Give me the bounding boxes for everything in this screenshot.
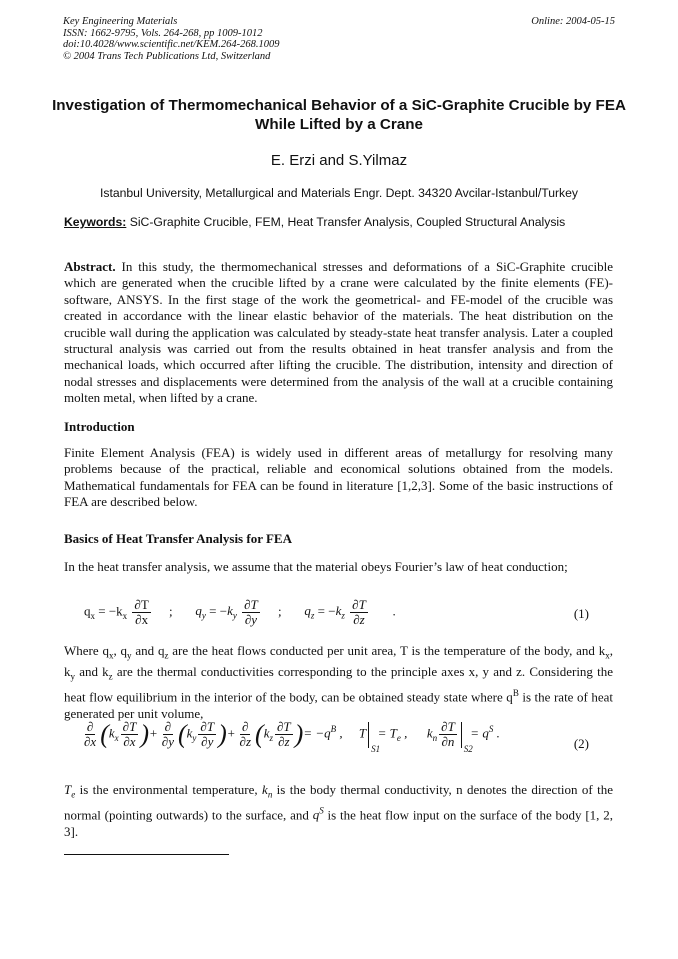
issn-line: ISSN: 1662-9795, Vols. 264-268, pp 1009-1012 — [63, 27, 263, 39]
keywords-label: Keywords: — [64, 215, 127, 229]
paper-title: Investigation of Thermomechanical Behavior of a SiC-Graphite Crucible by FEA While Lifted by a Crane — [52, 97, 626, 133]
doi-line: doi:10.4028/www.scientific.net/KEM.264-268.1009 — [63, 39, 280, 51]
basics-paragraph-1: In the heat transfer analysis, we assume that the material obeys Fourier’s law of heat conduction; — [64, 559, 568, 574]
keywords-text: SiC-Graphite Crucible, FEM, Heat Transfer Analysis, Coupled Structural Analysis — [126, 215, 566, 229]
basics-paragraph-2: Where $q_x$, $q_y$ and $q_z$ are the heat flows conducted per unit area, T is the temperature of the body, and $k_x$, $k_y$ and $k_z$ are the thermal conductivities corresponding to the principle axes x, y and z. Considering the heat flow equilibrium in the interior of the body, can be obtained steady state where $q^B$ is the rate of heat generated per unit volume, — [64, 643, 614, 721]
keywords-line — [64, 215, 565, 229]
equation-1-number: (1) — [573, 606, 589, 621]
abstract-label: Abstract. — [64, 259, 116, 274]
equation-1: $q_x = -k_x$ $\frac{\partial T}{\partial x}$ ; $q_y = -k_y$ $\frac{\partial T}{\partial y}$ ; $q_z = -k_z$ $\frac{\partial T}{\partial z}$ . (1) — [84, 597, 589, 627]
journal-name: Key Engineering Materials — [63, 16, 178, 27]
introduction-heading: Introduction — [64, 419, 135, 434]
paper-authors: E. Erzi and S.Yilmaz — [270, 152, 408, 169]
abstract-paragraph — [64, 259, 613, 407]
basics-heading: Basics of Heat Transfer Analysis for FEA — [64, 531, 292, 546]
copyright-line: © 2004 Trans Tech Publications Ltd, Switzerland — [63, 50, 271, 62]
abstract-text: In this study, the thermomechanical stresses and deformations of a SiC-Graphite crucible which are generated when the crucible lifted by a crane were calculated by the finite elements (FE)-software, ANSYS. In the first stage of the work the geometrical- and FE-model of the crucible was created in accordance with the linear elastic behavior of the materials. The heat distribution on the crucible wall during the application was calculated by steady-state heat transfer analysis. Later a coupled structural analysis was carried out from the results obtained in heat transfer analysis and from the mechanical loads, which occurred after lifting the crucible. The distribution, intensity and direction of nodal stresses and displacements were determined from the analysis of the wall at a crucible containing molten metal, when lifted by a crane. — [64, 259, 613, 406]
footnote-rule — [64, 854, 229, 855]
equation-2-number: (2) — [573, 736, 589, 751]
introduction-paragraph: Finite Element Analysis (FEA) is widely used in different areas of metallurgy for resolving many problems because of the practical, reliable and economical solutions obtained from the models. Mathematical fundamentals for FEA can be found in literature [1,2,3]. Some of the basic instructions of FEA are described below. — [64, 445, 613, 510]
online-date: Online: 2004-05-15 — [531, 16, 615, 27]
basics-paragraph-3: $T_e$ is the environmental temperature, $k_n$ is the body thermal conductivity, n denotes the direction of the normal (pointing outwards) to the surface, and $q^S$ is the heat flow input on the surface of the body [1, 2, 3]. — [64, 782, 613, 839]
journal-header — [63, 16, 615, 62]
equation-2: $\frac{\partial}{\partial x}$ ($k_x$ $\frac{\partial T}{\partial x}$ )+ $\frac{\partial}{\partial y}$ ($k_y$ $\frac{\partial T}{\partial y}$ )+ $\frac{\partial}{\partial z}$ ($k_z$ $\frac{\partial T}{\partial z}$ )= $-q^B$ , T S1 = $T_e$ , $k_n$ $\frac{\partial T}{\partial n}$ S2 = $q^S$ . (2) — [84, 719, 589, 754]
paper-affiliation: Istanbul University, Metallurgical and Materials Engr. Dept. 34320 Avcilar-Istanbul/Turkey — [99, 186, 579, 200]
